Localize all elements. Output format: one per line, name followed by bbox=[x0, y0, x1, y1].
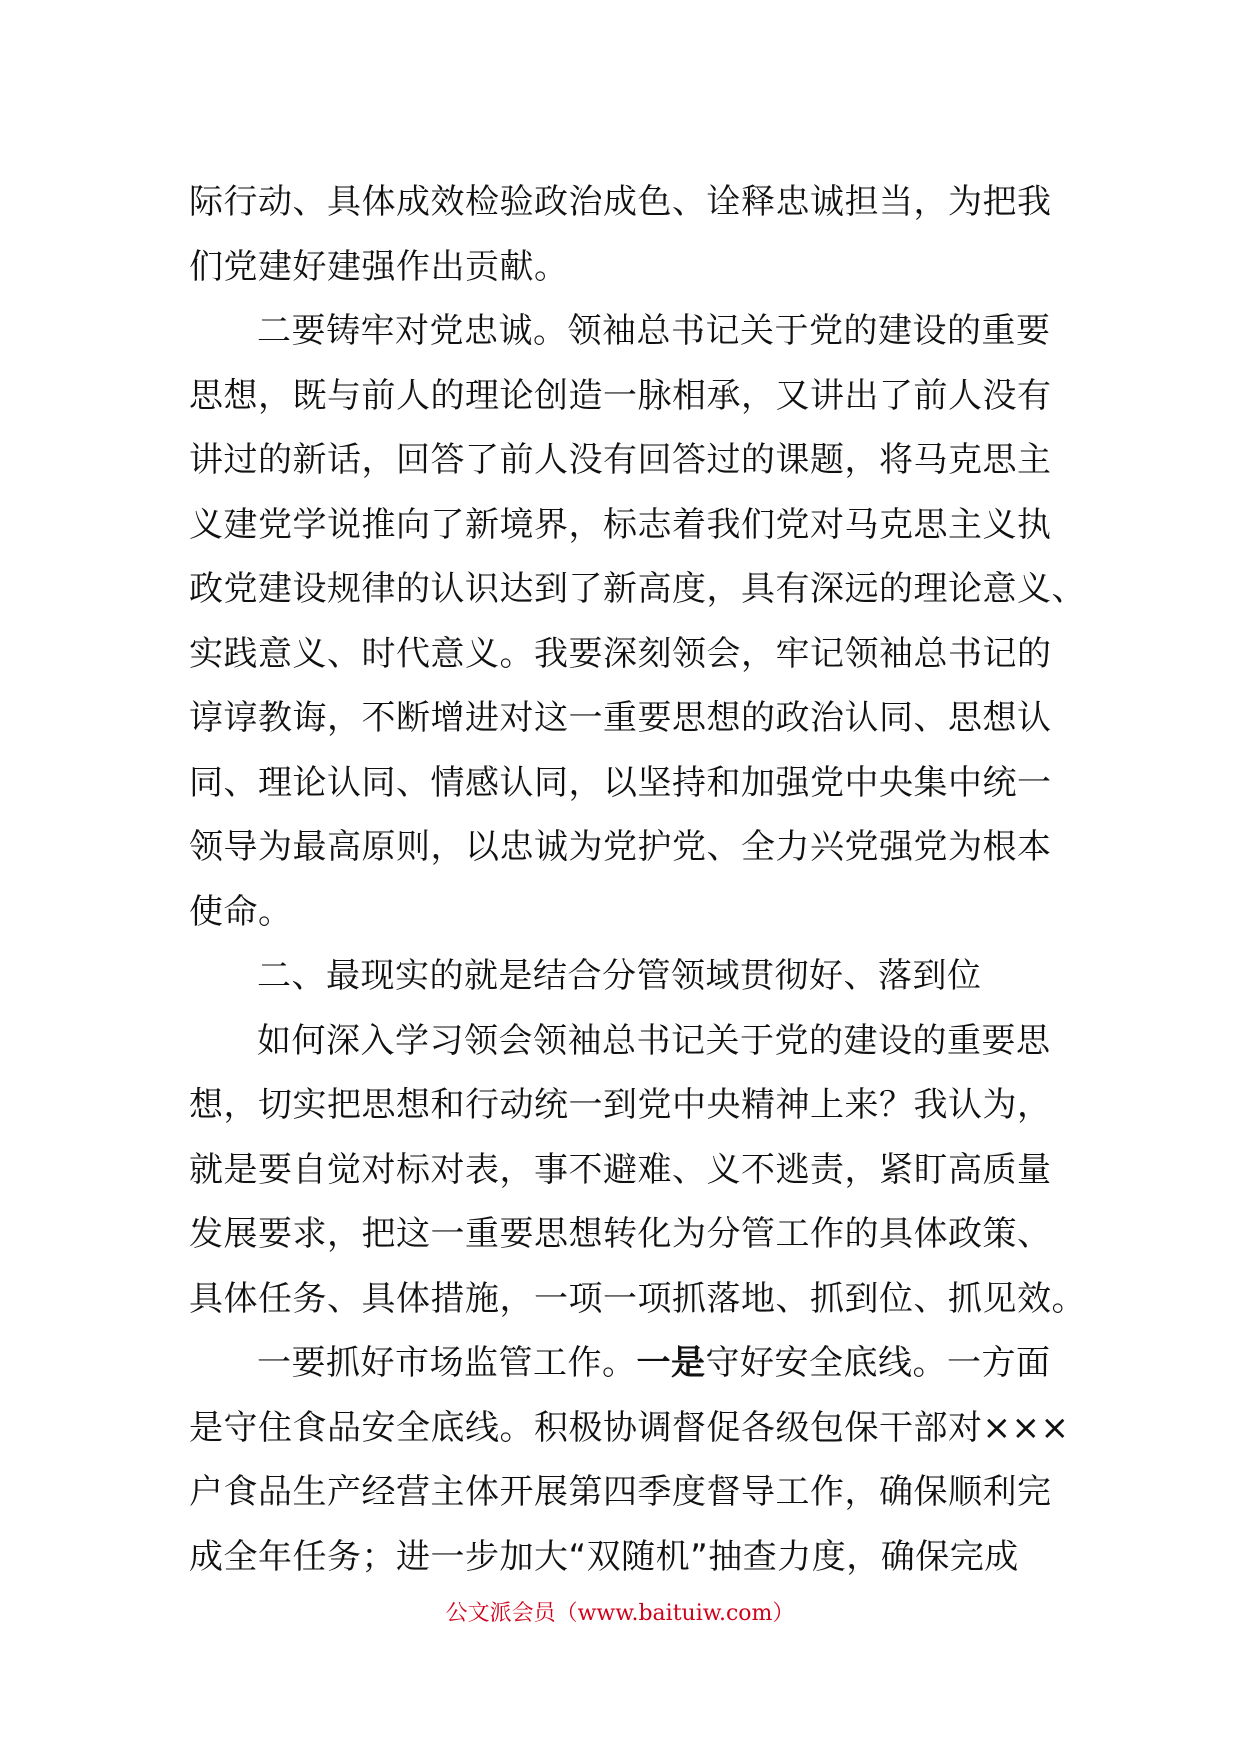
paragraph-start-line: 二要铸牢对党忠诚。领袖总书记关于党的建设的重要 bbox=[257, 311, 1051, 351]
footer-watermark: 公文派会员（www.baituiw.com） bbox=[445, 1601, 795, 1626]
paragraph-start-line bbox=[189, 1331, 1069, 1396]
line-text-pre: 一要抓好市场监管工作。 bbox=[257, 1343, 637, 1383]
text-line: 成全年任务；进一步加大“双随机”抽查力度，确保完成 bbox=[189, 1536, 1019, 1577]
text-line: 同、理论认同、情感认同，以坚持和加强党中央集中统一 bbox=[189, 762, 1052, 803]
text-line: 思想，既与前人的理论创造一脉相承，又讲出了前人没有 bbox=[189, 375, 1052, 416]
paragraph-start-line: 如何深入学习领会领袖总书记关于党的建设的重要思 bbox=[257, 1020, 1051, 1061]
text-line: 户食品生产经营主体开展第四季度督导工作，确保顺利完 bbox=[189, 1472, 1052, 1512]
text-line: 义建党学说推向了新境界，标志着我们党对马克思主义执 bbox=[189, 504, 1052, 545]
text-line: 发展要求，把这一重要思想转化为分管工作的具体政策、 bbox=[189, 1214, 1052, 1254]
text-line: 领导为最高原则，以忠诚为党护党、全力兴党强党为根本 bbox=[189, 827, 1052, 867]
bold-marker: 一是 bbox=[636, 1343, 706, 1383]
text-line: 政党建设规律的认识达到了新高度，具有深远的理论意义、 bbox=[189, 569, 1086, 609]
document-body bbox=[189, 170, 1086, 1589]
text-line: 具体任务、具体措施，一项一项抓落地、抓到位、抓见效。 bbox=[189, 1278, 1086, 1319]
text-line: 就是要自觉对标对表，事不避难、义不逃责，紧盯高质量 bbox=[189, 1149, 1052, 1190]
section-heading: 二、最现实的就是结合分管领域贯彻好、落到位 bbox=[257, 956, 982, 996]
text-line: 谆谆教诲，不断增进对这一重要思想的政治认同、思想认 bbox=[189, 698, 1052, 738]
text-line: 想，切实把思想和行动统一到党中央精神上来？我认为， bbox=[189, 1085, 1052, 1125]
line-text-post: 守好安全底线。一方面 bbox=[705, 1343, 1051, 1383]
text-line: 们党建好建强作出贡献。 bbox=[189, 246, 569, 287]
text-line: 际行动、具体成效检验政治成色、诠释忠诚担当，为把我 bbox=[189, 182, 1052, 222]
text-line: 是守住食品安全底线。积极协调督促各级包保干部对××× bbox=[189, 1407, 1070, 1448]
text-line: 实践意义、时代意义。我要深刻领会，牢记领袖总书记的 bbox=[189, 633, 1052, 674]
text-line: 讲过的新话，回答了前人没有回答过的课题，将马克思主 bbox=[189, 440, 1052, 480]
text-line: 使命。 bbox=[189, 891, 293, 932]
